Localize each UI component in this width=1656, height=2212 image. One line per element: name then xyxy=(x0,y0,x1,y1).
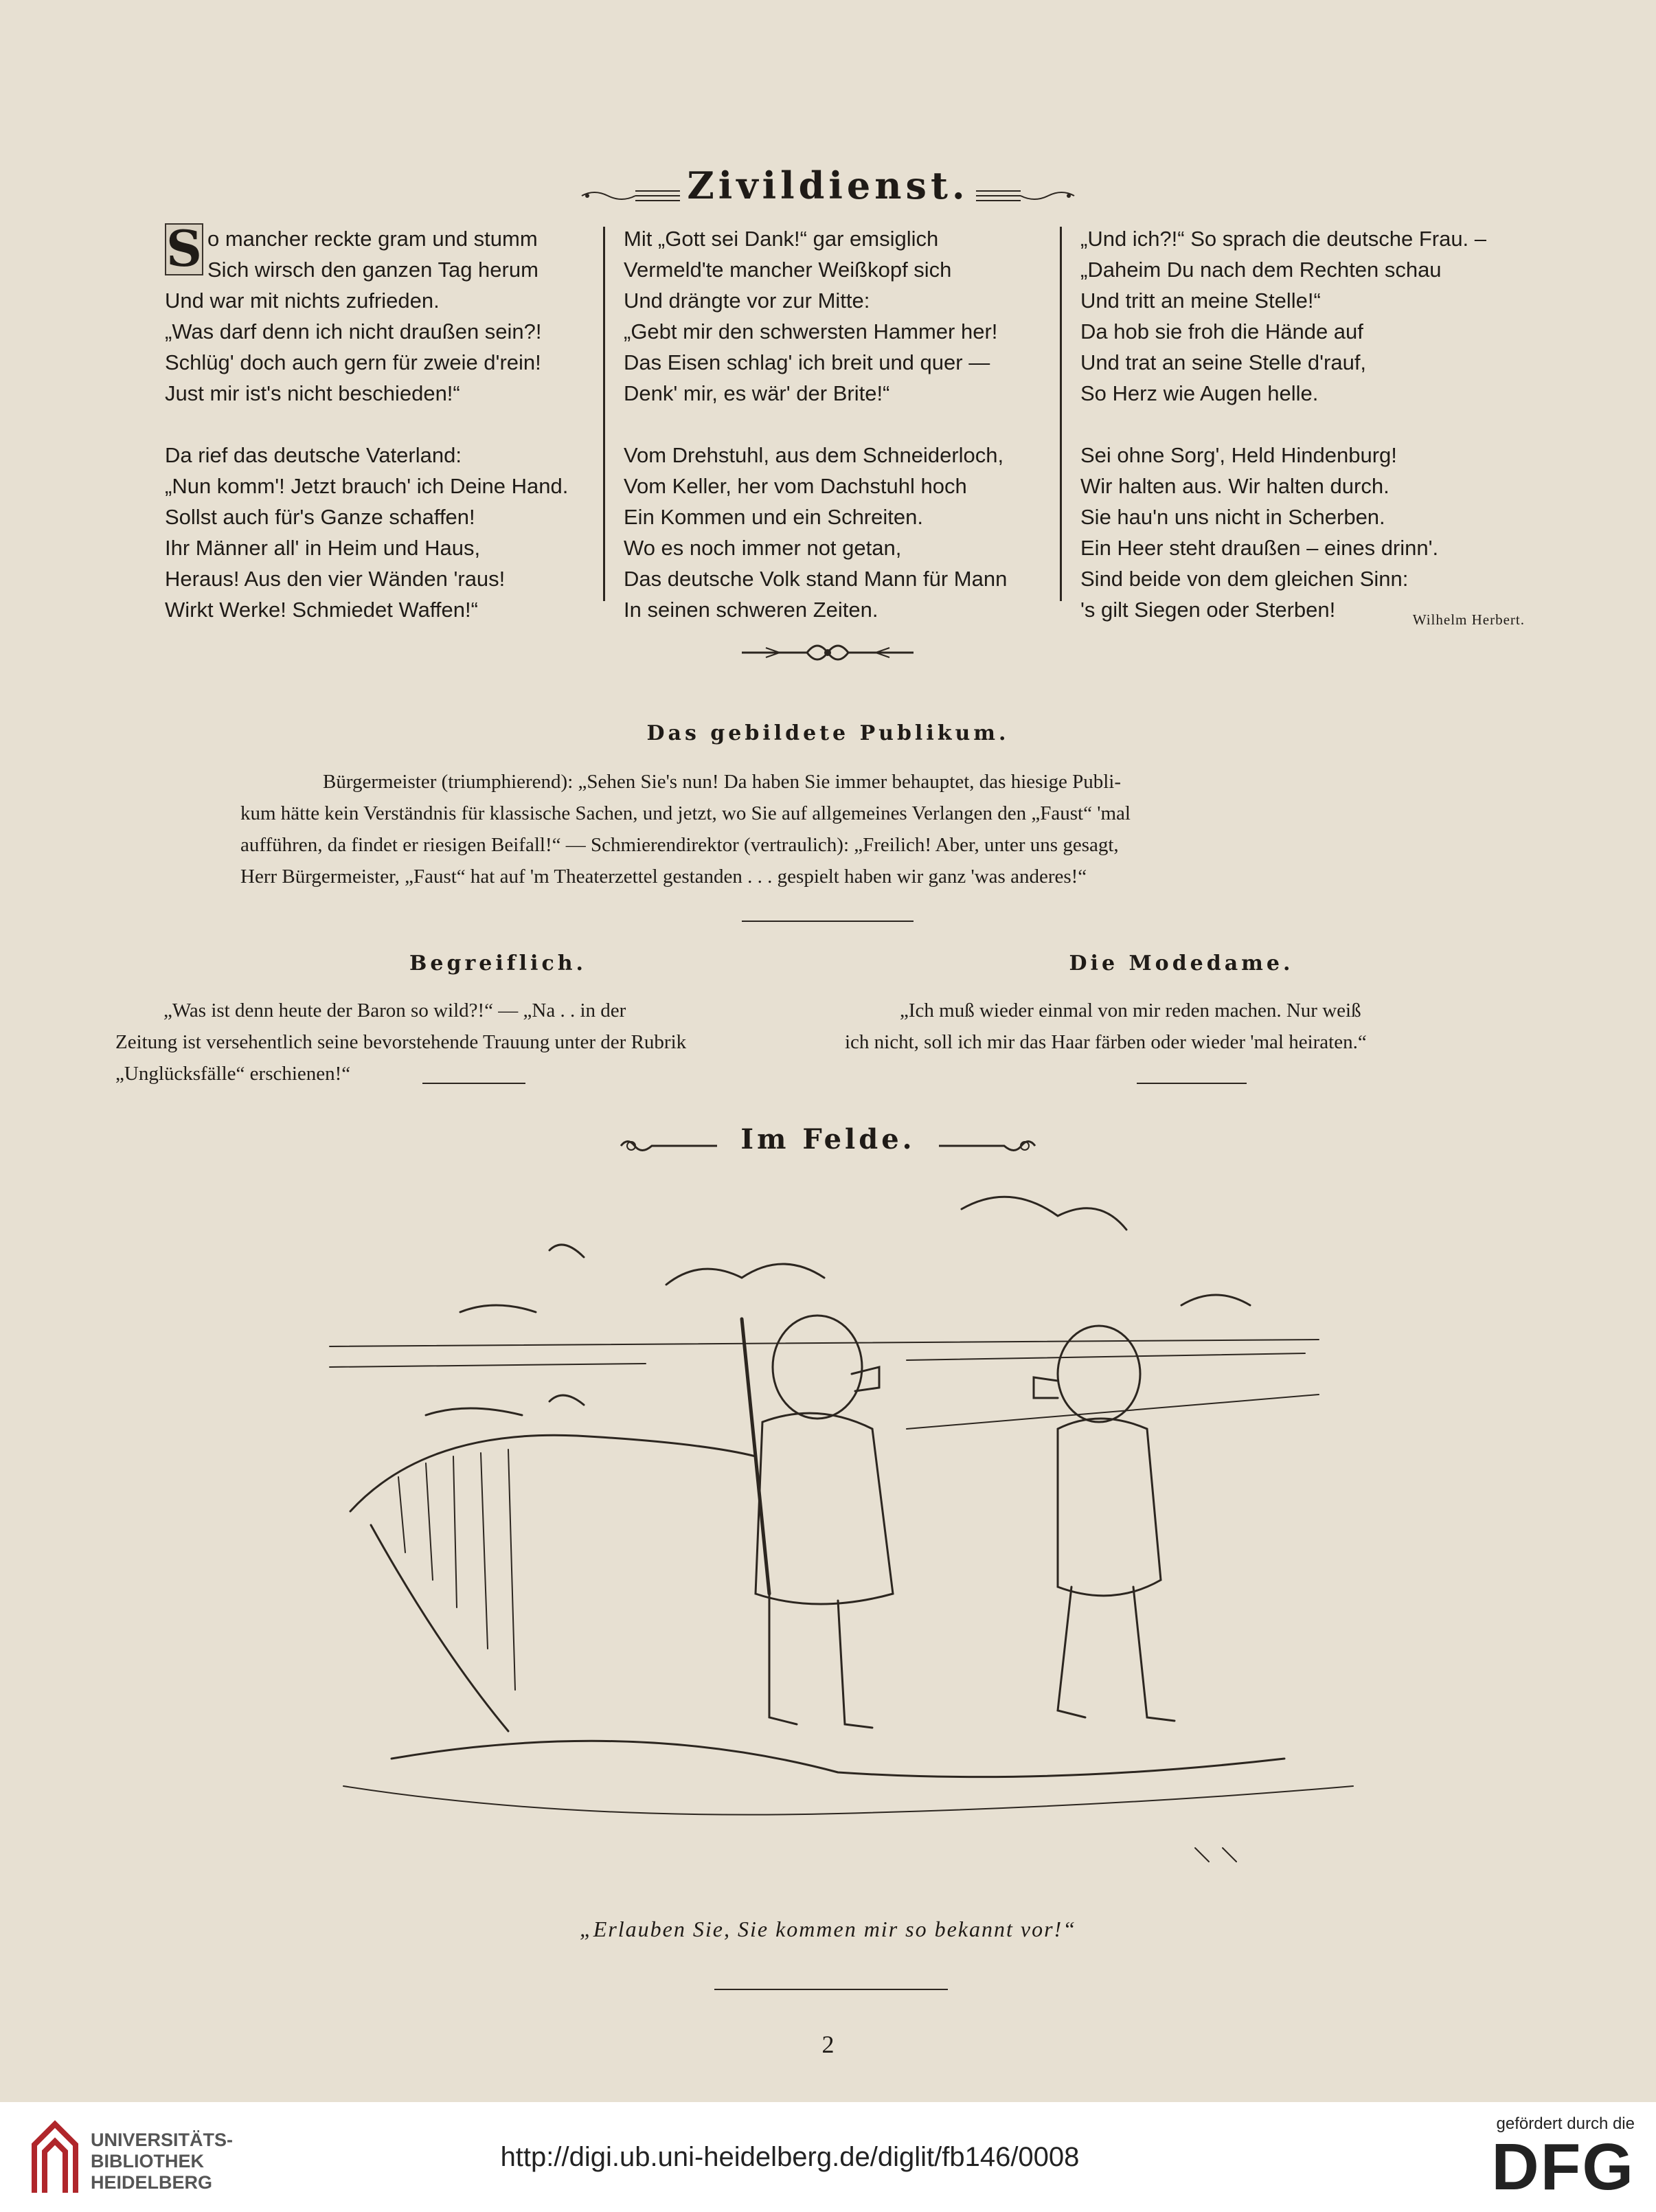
illustration-caption: „Erlauben Sie, Sie kommen mir so bekannt vor!“ xyxy=(579,1917,1076,1941)
poem-column-2 xyxy=(624,223,1050,625)
stanza-gap xyxy=(1080,409,1520,440)
prose-line: aufführen, da findet er riesigen Beifall!“ — Schmierendirektor (vertraulich): „Freilich! Aber, unter uns gesagt, xyxy=(240,834,1119,856)
heading-flourish-right xyxy=(935,1136,1039,1156)
poem-author: Wilhelm Herbert. xyxy=(1412,611,1525,628)
poem-line: Das deutsche Volk stand Mann für Mann xyxy=(624,567,1008,591)
prose-line: „Was ist denn heute der Baron so wild?!“ — „Na . . in der xyxy=(163,1000,626,1022)
stanza-gap xyxy=(165,409,591,440)
poem-column-1 xyxy=(165,219,591,625)
section-heading-begreiflich: Begreiflich. xyxy=(409,951,587,975)
prose-line: „Ich muß wieder einmal von mir reden machen. Nur weiß xyxy=(900,1000,1361,1022)
section-heading-im-felde: Im Felde. xyxy=(740,1123,916,1155)
prose-line: kum hätte kein Verständnis für klassische Sachen, und jetzt, wo Sie auf allgemeines Verlangen den „Faust“ 'mal xyxy=(240,802,1131,824)
page-number: 2 xyxy=(821,2031,835,2058)
poem-line: o mancher reckte gram und stumm xyxy=(207,227,538,251)
poem-line: Und war mit nichts zufrieden. xyxy=(165,289,440,313)
poem-line: Vermeld'te mancher Weißkopf sich xyxy=(624,258,952,282)
university-library-logo xyxy=(27,2117,82,2200)
modedame-text xyxy=(845,995,1532,1058)
poem-line: „Was darf denn ich nicht draußen sein?! xyxy=(165,319,542,343)
poem-line: Und drängte vor zur Mitte: xyxy=(624,289,870,313)
library-name-line: UNIVERSITÄTS- xyxy=(91,2130,234,2150)
poem-line: „Nun komm'! Jetzt brauch' ich Deine Hand. xyxy=(165,474,569,498)
poem-line: Da rief das deutsche Vaterland: xyxy=(165,443,462,467)
poem-line: Da hob sie froh die Hände auf xyxy=(1080,319,1363,343)
poem-line: „Gebt mir den schwersten Hammer her! xyxy=(624,319,998,343)
library-name-line: BIBLIOTHEK xyxy=(91,2151,204,2171)
poem-line: Ein Heer steht draußen – eines drinn'. xyxy=(1080,536,1439,560)
prose-line: Herr Bürgermeister, „Faust“ hat auf 'm Theaterzettel gestanden . . . gespielt haben wir ganz 'was anderes!“ xyxy=(240,866,1087,888)
illustration-gas-mask-soldiers xyxy=(288,1168,1387,1903)
vignette-ornament xyxy=(738,635,917,670)
poem-line: Vom Drehstuhl, aus dem Schneiderloch, xyxy=(624,443,1004,467)
publikum-text xyxy=(240,766,1449,892)
column-divider xyxy=(603,227,605,601)
column-divider xyxy=(1060,227,1062,601)
poem-line: Sollst auch für's Ganze schaffen! xyxy=(165,505,475,529)
poem-line: Just mir ist's nicht beschieden!“ xyxy=(165,381,460,405)
title-ornament-right xyxy=(973,185,1076,206)
poem-line: Und trat an seine Stelle d'rauf, xyxy=(1080,350,1367,374)
poem-line: Wir halten aus. Wir halten durch. xyxy=(1080,474,1390,498)
prose-line: „Unglücksfälle“ erschienen!“ xyxy=(115,1063,351,1085)
poem-line: Das Eisen schlag' ich breit und quer — xyxy=(624,350,990,374)
poem-line: Mit „Gott sei Dank!“ gar emsiglich xyxy=(624,227,939,251)
poem-title: Zivildienst. xyxy=(687,163,969,207)
poem-line: „Und ich?!“ So sprach die deutsche Frau. – xyxy=(1080,227,1487,251)
poem-line: Wo es noch immer not getan, xyxy=(624,536,902,560)
poem-line: Und tritt an meine Stelle!“ xyxy=(1080,289,1321,313)
poem-line: „Daheim Du nach dem Rechten schau xyxy=(1080,258,1442,282)
begreiflich-text xyxy=(115,995,843,1090)
separator-rule xyxy=(422,1083,525,1084)
heading-flourish-left xyxy=(617,1136,721,1156)
separator-rule xyxy=(714,1989,948,1990)
poem-line: Denk' mir, es wär' der Brite!“ xyxy=(624,381,890,405)
digitization-footer xyxy=(0,2102,1656,2212)
section-heading-modedame: Die Modedame. xyxy=(1069,951,1294,975)
dfg-logo: DFG xyxy=(1491,2130,1635,2204)
poem-line: Wirkt Werke! Schmiedet Waffen!“ xyxy=(165,598,478,622)
funding-caption: gefördert durch die xyxy=(1496,2114,1635,2133)
poem-line: Vom Keller, her vom Dachstuhl hoch xyxy=(624,474,967,498)
poem-line: Ein Kommen und ein Schreiten. xyxy=(624,505,923,529)
title-row xyxy=(0,163,1656,212)
university-library-name xyxy=(91,2130,233,2193)
drop-cap: S xyxy=(166,219,202,278)
title-ornament-left xyxy=(580,185,683,206)
poem-line: Sind beide von dem gleichen Sinn: xyxy=(1080,567,1409,591)
poem-line: 's gilt Siegen oder Sterben! xyxy=(1080,598,1336,622)
prose-line: Zeitung ist versehentlich seine bevorstehende Trauung unter der Rubrik xyxy=(115,1031,687,1053)
poem-line: Sei ohne Sorg', Held Hindenburg! xyxy=(1080,443,1397,467)
prose-line: Bürgermeister (triumphierend): „Sehen Sie's nun! Da haben Sie immer behauptet, das hiesige Publi- xyxy=(323,771,1121,793)
prose-line: ich nicht, soll ich mir das Haar färben oder wieder 'mal heiraten.“ xyxy=(845,1031,1367,1053)
poem-line: Ihr Männer all' in Heim und Haus, xyxy=(165,536,481,560)
poem-line: Heraus! Aus den vier Wänden 'raus! xyxy=(165,567,506,591)
permalink-url[interactable]: http://digi.ub.uni-heidelberg.de/diglit/fb146/0008 xyxy=(500,2142,1080,2172)
stanza-gap xyxy=(624,409,1050,440)
im-felde-heading-row xyxy=(0,1123,1656,1156)
separator-rule xyxy=(742,921,914,922)
poem-column-3 xyxy=(1080,223,1520,625)
poem-line: In seinen schweren Zeiten. xyxy=(624,598,878,622)
separator-rule xyxy=(1137,1083,1247,1084)
poem-line: Sich wirsch den ganzen Tag herum xyxy=(207,258,538,282)
poem-line: Schlüg' doch auch gern für zweie d'rein! xyxy=(165,350,541,374)
poem-line: Sie hau'n uns nicht in Scherben. xyxy=(1080,505,1385,529)
library-name-line: HEIDELBERG xyxy=(91,2172,213,2193)
poem-line: So Herz wie Augen helle. xyxy=(1080,381,1319,405)
section-heading-publikum: Das gebildete Publikum. xyxy=(646,721,1010,745)
